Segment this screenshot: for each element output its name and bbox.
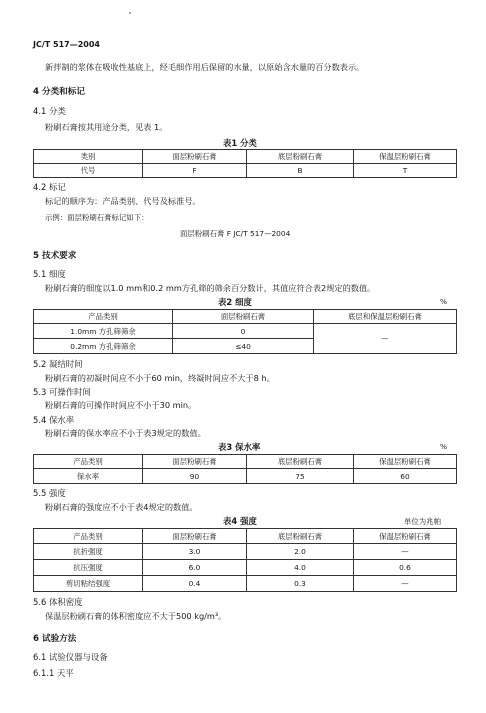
section-4-title: 4 分类和标记 xyxy=(33,87,85,97)
section-6-1-1-title: 6.1.1 天平 xyxy=(33,668,74,678)
section-5-2-text: 粉刷石膏的初凝时间应不小于60 min，终凝时间应不大于8 h。 xyxy=(45,373,275,383)
table-cell: 0.3 xyxy=(247,576,354,592)
table-header-cell: 产品类别 xyxy=(34,455,143,469)
table-4-unit: 单位为兆帕 xyxy=(404,517,441,526)
table-3-water-retention xyxy=(33,454,457,484)
table-cell: 抗压强度 xyxy=(34,560,143,576)
table-cell: 1.0mm 方孔筛筛余 xyxy=(34,324,173,339)
table-cell: 75 xyxy=(247,469,354,484)
table-header-cell: 类别 xyxy=(34,150,143,164)
table-2-caption: 表2 细度 xyxy=(218,297,252,307)
table-cell: 保水率 xyxy=(34,469,143,484)
table-header-cell: 面层粉刷石膏 xyxy=(143,150,247,164)
section-5-3-text: 粉刷石膏的可操作时间应不小于30 min。 xyxy=(45,400,197,410)
section-5-4-title: 5.4 保水率 xyxy=(33,415,75,425)
table-header-cell: 底层和保温层粉刷石膏 xyxy=(314,310,457,324)
table-2-fineness xyxy=(33,309,457,354)
table-cell: 2.0 xyxy=(247,544,354,560)
table-4-caption: 表4 强度 xyxy=(223,516,257,526)
section-4-2-text: 标记的顺序为：产品类别、代号及标准号。 xyxy=(45,196,201,206)
marking-example: 面层粉刷石膏 F JC/T 517—2004 xyxy=(180,229,291,238)
table-header-cell: 保温层粉刷石膏 xyxy=(354,150,457,164)
section-5-6-text: 保温层粉刷石膏的体积密度应不大于500 kg/m³。 xyxy=(45,611,227,621)
table-merged-cell: — xyxy=(314,324,457,354)
section-5-title: 5 技术要求 xyxy=(33,251,77,261)
section-4-1-title: 4.1 分类 xyxy=(33,106,66,116)
section-5-1-title: 5.1 细度 xyxy=(33,269,66,279)
table-cell: T xyxy=(354,164,457,178)
scan-speck xyxy=(129,12,131,14)
table-header-cell: 面层粉刷石膏 xyxy=(173,310,314,324)
table-cell: 代号 xyxy=(34,164,143,178)
table-cell: 0 xyxy=(173,324,314,339)
table-header-cell: 底层粉刷石膏 xyxy=(247,455,354,469)
table-header-cell: 面层粉刷石膏 xyxy=(143,529,247,544)
intro-paragraph: 新拌制的浆体在吸收性基底上，经毛细作用后保留的水量，以原始含水量的百分数表示。 xyxy=(45,62,365,72)
table-4-strength xyxy=(33,528,457,592)
section-5-5-text: 粉刷石膏的强度应不小于表4规定的数值。 xyxy=(45,502,198,512)
section-6-title: 6 试验方法 xyxy=(33,634,77,644)
section-6-1-title: 6.1 试验仪器与设备 xyxy=(33,652,108,662)
table-cell: 抗折强度 xyxy=(34,544,143,560)
table-cell: F xyxy=(143,164,247,178)
table-header-cell: 保温层粉刷石膏 xyxy=(354,455,457,469)
table-cell: 3.0 xyxy=(143,544,247,560)
table-2-unit: % xyxy=(440,297,448,306)
section-5-4-text: 粉刷石膏的保水率应不小于表3规定的数值。 xyxy=(45,428,206,438)
table-cell: B xyxy=(247,164,354,178)
table-cell: 6.0 xyxy=(143,560,247,576)
table-header-cell: 底层粉刷石膏 xyxy=(247,150,354,164)
table-header-cell: 产品类别 xyxy=(34,310,173,324)
section-4-2-title: 4.2 标记 xyxy=(33,182,66,192)
table-cell: 90 xyxy=(143,469,247,484)
table-header-cell: 保温层粉刷石膏 xyxy=(354,529,457,544)
table-cell: — xyxy=(354,544,457,560)
section-5-2-title: 5.2 凝结时间 xyxy=(33,359,83,369)
table-3-caption: 表3 保水率 xyxy=(218,442,261,452)
table-header-cell: 产品类别 xyxy=(34,529,143,544)
table-header-cell: 面层粉刷石膏 xyxy=(143,455,247,469)
table-cell: 4.0 xyxy=(247,560,354,576)
table-cell: ≤40 xyxy=(173,339,314,354)
section-5-3-title: 5.3 可操作时间 xyxy=(33,387,91,397)
section-5-5-title: 5.5 强度 xyxy=(33,488,66,498)
section-4-1-text: 粉刷石膏按其用途分类，见表 1。 xyxy=(45,122,168,132)
table-cell: 剪切粘结强度 xyxy=(34,576,143,592)
table-cell: 60 xyxy=(354,469,457,484)
table-1-classification xyxy=(33,149,457,178)
table-cell: — xyxy=(354,576,457,592)
table-cell: 0.6 xyxy=(354,560,457,576)
table-3-unit: % xyxy=(440,442,448,451)
table-cell: 0.4 xyxy=(143,576,247,592)
table-header-cell: 底层粉刷石膏 xyxy=(247,529,354,544)
table-1-caption: 表1 分类 xyxy=(223,138,257,148)
marking-example-label: 示例：面层粉刷石膏标记如下： xyxy=(45,213,149,222)
section-5-1-text: 粉刷石膏的细度以1.0 mm和0.2 mm方孔筛的筛余百分数计，其值应符合表2规定的数值。 xyxy=(45,283,376,293)
section-5-6-title: 5.6 体积密度 xyxy=(33,597,83,607)
standard-code-header: JC/T 517—2004 xyxy=(33,40,100,49)
table-cell: 0.2mm 方孔筛筛余 xyxy=(34,339,173,354)
